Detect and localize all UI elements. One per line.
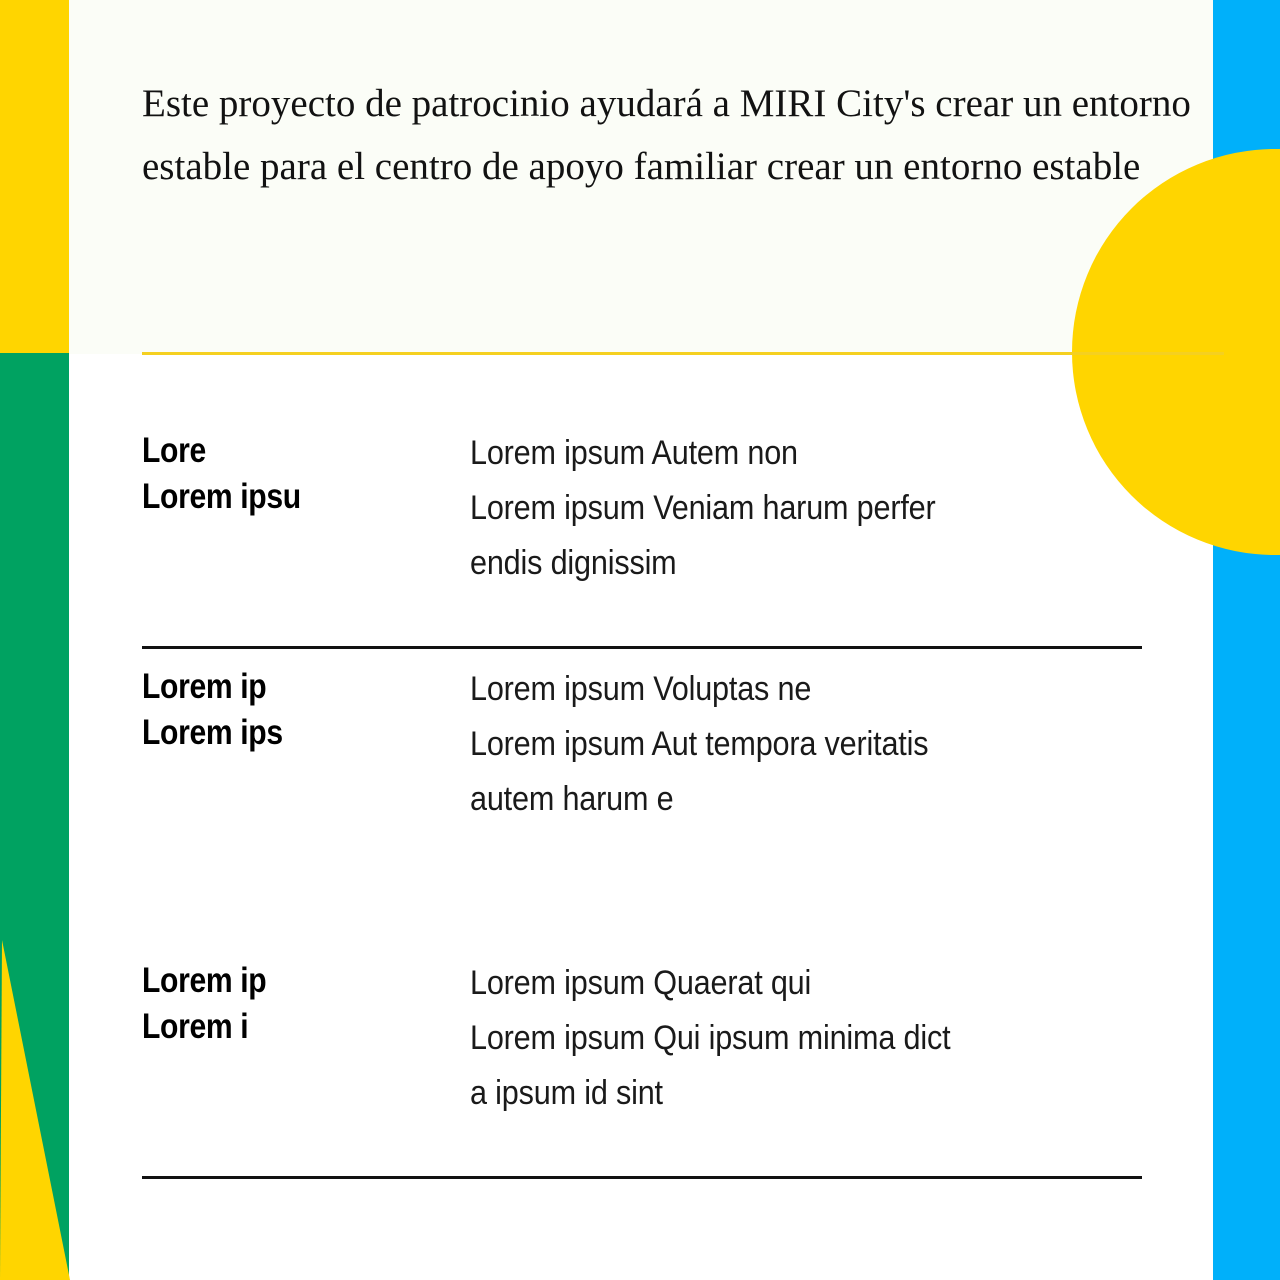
row-label-line: Lorem ip [142,667,267,706]
yellow-triangle-decoration [0,930,72,1280]
table-row [142,940,1142,1180]
row-body-line: Lorem ipsum Quaerat qui [470,964,812,1002]
yellow-band-decoration [0,0,69,353]
row-label-line: Lore [142,431,206,470]
header [142,72,1224,198]
row-body-line: Lorem ipsum Autem non [470,434,798,472]
row-body-line: Lorem ipsum Qui ipsum minima dict [470,1019,951,1057]
row-label [142,410,424,520]
row-body [470,940,1075,1121]
header-divider [142,352,1224,355]
row-label-line: Lorem ips [142,713,283,752]
row-body-line: endis dignissim [470,544,677,582]
row-body [470,646,1075,827]
row-body-line: a ipsum id sint [470,1074,663,1112]
row-label [142,940,424,1050]
row-body-line: autem harum e [470,780,674,818]
row-body [470,410,1075,591]
row-label-line: Lorem ip [142,961,267,1000]
row-body-line: Lorem ipsum Veniam harum perfer [470,489,936,527]
page-title: Este proyecto de patrocinio ayudará a MIRI City's crear un entorno estable para el centro de apoyo familiar crear un entorno estable [142,82,1201,188]
row-label [142,646,424,756]
row-label-line: Lorem i [142,1007,249,1046]
table-row [142,410,1142,646]
table-row [142,646,1142,940]
row-body-line: Lorem ipsum Voluptas ne [470,670,812,708]
row-body-line: Lorem ipsum Aut tempora veritatis [470,725,929,763]
entries-table [142,410,1142,1180]
row-label-line: Lorem ipsu [142,477,301,516]
